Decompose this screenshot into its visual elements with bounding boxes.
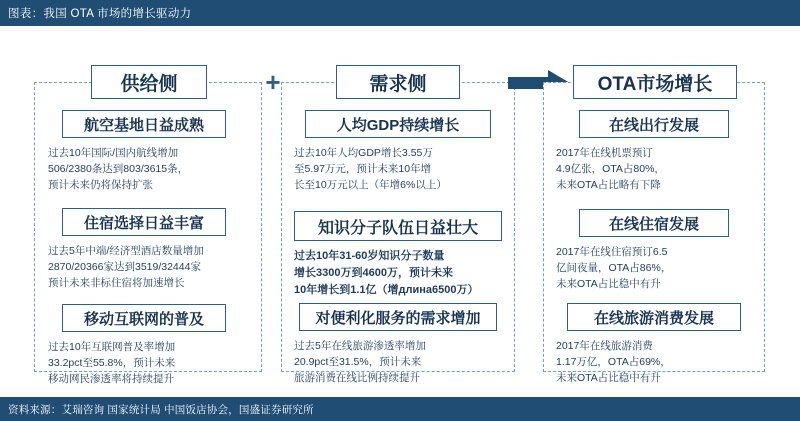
page-title: 图表：我国 OTA 市场的增长驱动力 <box>8 8 192 20</box>
block-line: 10年增长到1.1亿（增длина6500万） <box>294 284 479 296</box>
block-ota-3 <box>556 303 752 386</box>
block-line: 过去5年在线旅游渗透率增加 <box>294 340 426 352</box>
block-demand-1 <box>294 110 502 193</box>
block-supply-3 <box>48 304 248 387</box>
block-demand-2 <box>294 211 502 299</box>
source-note: 资料来源：艾瑞咨询 国家统计局 中国饭店协会，国盛证券研究所 <box>8 403 314 416</box>
column-heading-demand: 需求侧 <box>336 65 460 99</box>
block-line: 未来OTA占比稳中有升 <box>556 278 661 290</box>
column-heading-supply: 供给侧 <box>91 65 207 99</box>
block-line: 过去10年互联网普及率增加 <box>48 341 176 353</box>
chart-header-bar <box>0 0 800 26</box>
block-body <box>294 248 502 299</box>
block-body <box>48 339 248 387</box>
block-ota-2 <box>556 209 752 292</box>
block-line: 2017年在线住宿预订6.5 <box>556 246 668 258</box>
block-line: 未来OTA占比略有下降 <box>556 179 661 191</box>
block-line: 33.2pct至55.8%，预计未来 <box>48 357 176 369</box>
block-line: 过去10年人均GDP增长3.55万 <box>294 147 433 159</box>
block-line: 2017年在线机票预订 <box>556 147 653 159</box>
block-line: 20.9pct至31.5%，预计未来 <box>294 356 422 368</box>
block-line: 移动网民渗透率将持续提升 <box>48 373 174 385</box>
block-line: 1.17万亿，OTA占69%， <box>556 356 671 368</box>
column-heading-ota: OTA市场增长 <box>573 65 737 99</box>
block-title: 在线旅游消费发展 <box>567 303 741 331</box>
plus-icon: + <box>265 67 281 97</box>
block-ota-1 <box>556 110 752 193</box>
block-title: 在线住宿发展 <box>579 209 729 237</box>
block-title: 对便利化服务的需求增加 <box>299 303 497 331</box>
block-title: 知识分子队伍日益壮大 <box>294 211 502 241</box>
diagram-canvas <box>0 26 800 397</box>
block-line: 506/2380条达到803/3615条， <box>48 163 189 175</box>
block-line: 增长3300万到4600万，预计未来 <box>294 267 453 279</box>
chart-footer-bar <box>0 397 800 421</box>
block-line: 4.9亿张，OTA占80%， <box>556 163 665 175</box>
block-line: 过去10年国际/国内航线增加 <box>48 147 179 159</box>
block-line: 亿间夜量，OTA占86%， <box>556 262 672 274</box>
block-body <box>48 243 248 291</box>
block-body <box>294 145 502 193</box>
block-line: 预计未来非标住宿将加速增长 <box>48 277 185 289</box>
block-line: 过去5年中端/经济型酒店数量增加 <box>48 245 204 257</box>
block-body <box>556 244 752 292</box>
block-line: 2870/20366家达到3519/32444家 <box>48 261 201 273</box>
block-line: 2017年在线旅游消费 <box>556 340 653 352</box>
block-title: 航空基地日益成熟 <box>62 110 226 138</box>
block-supply-2 <box>48 208 248 291</box>
block-title: 住宿选择日益丰富 <box>62 208 226 236</box>
block-line: 过去10年31-60岁知识分子数量 <box>294 250 445 262</box>
block-line: 至5.97万元，预计未来10年增 <box>294 163 432 175</box>
block-supply-1 <box>48 110 248 193</box>
block-body <box>556 145 752 193</box>
block-line: 未来OTA占比稳中有升 <box>556 372 661 384</box>
block-title: 移动互联网的普及 <box>62 304 226 332</box>
block-demand-3 <box>294 303 502 386</box>
block-body <box>556 338 752 386</box>
block-line: 预计未来仍将保持扩张 <box>48 179 153 191</box>
block-line: 长至10万元以上（年增6%以上） <box>294 179 447 191</box>
block-title: 人均GDP持续增长 <box>305 110 491 138</box>
block-line: 旅游消费在线比例持续提升 <box>294 372 420 384</box>
block-title: 在线出行发展 <box>579 110 729 138</box>
block-body <box>48 145 248 193</box>
block-body <box>294 338 502 386</box>
